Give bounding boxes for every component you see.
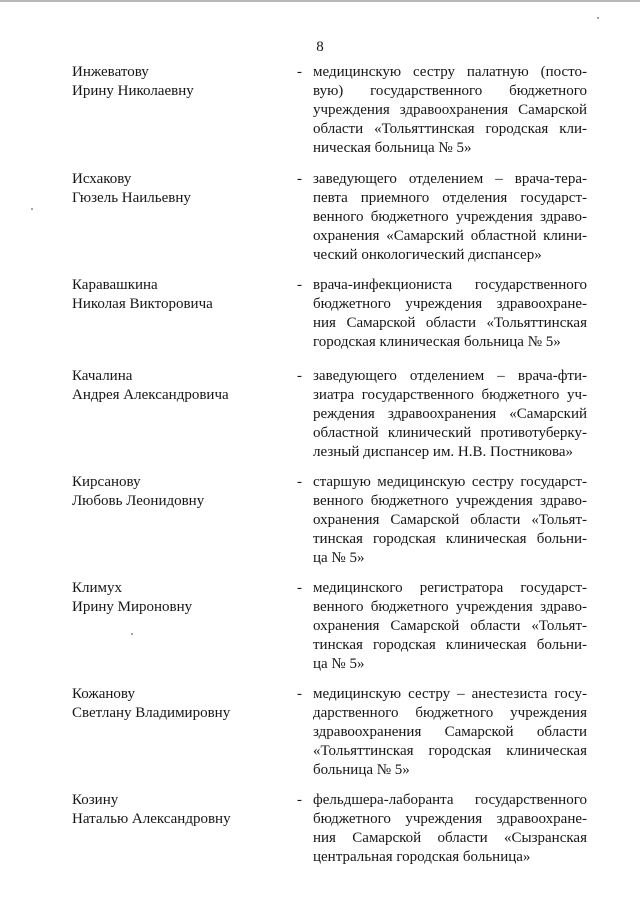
- position-line: области «Тольяттинская городская кли-: [313, 121, 587, 137]
- position-description: [313, 63, 587, 158]
- entry-dash: -: [297, 171, 302, 187]
- position-line: венного бюджетного учреждения здраво-: [313, 599, 587, 615]
- person-name-line: Гюзель Наильевну: [72, 190, 191, 206]
- position-line: медицинскую сестру – анестезиста госу-: [313, 686, 587, 702]
- position-line: центральная городская больница»: [313, 849, 531, 865]
- person-name-line: Кожанову: [72, 686, 136, 702]
- person-name: [72, 367, 282, 405]
- position-line: бюджетного учреждения здравоохране-: [313, 296, 587, 312]
- position-line: дарственного бюджетного учреждения: [313, 705, 587, 721]
- person-name-line: Кирсанову: [72, 474, 141, 490]
- entry-dash: -: [297, 64, 302, 80]
- person-name: [72, 170, 282, 208]
- position-line: реждения здравоохранения «Самарский: [313, 406, 587, 422]
- entry-dash: -: [297, 474, 302, 490]
- position-line: бюджетного учреждения здравоохране-: [313, 811, 587, 827]
- scan-top-edge: [0, 0, 640, 2]
- position-description: [313, 276, 587, 352]
- person-name-line: Качалина: [72, 368, 133, 384]
- position-line: охранения Самарской области «Тольят-: [313, 512, 587, 528]
- position-line: охранения «Самарский областной клини-: [313, 228, 587, 244]
- position-line: фельдшера-лаборанта государственного: [313, 792, 587, 808]
- page-number: 8: [316, 39, 324, 55]
- position-line: областной клинический противотуберку-: [313, 425, 587, 441]
- position-line: больница № 5»: [313, 762, 410, 778]
- position-line: певта приемного отделения государст-: [313, 190, 587, 206]
- scan-speck: [597, 17, 599, 19]
- position-line: тинская городская клиническая больни-: [313, 637, 587, 653]
- position-description: [313, 473, 587, 568]
- person-name-line: Каравашкина: [72, 277, 158, 293]
- person-name-line: Козину: [72, 792, 119, 808]
- position-line: городская клиническая больница № 5»: [313, 334, 561, 350]
- person-name-line: Климух: [72, 580, 123, 596]
- position-line: врача-инфекциониста государственного: [313, 277, 587, 293]
- position-line: вую) государственного бюджетного: [313, 83, 587, 99]
- person-name: [72, 685, 282, 723]
- position-description: [313, 791, 587, 867]
- position-description: [313, 170, 587, 265]
- entry-dash: -: [297, 792, 302, 808]
- position-line: заведующего отделением – врача-фти-: [313, 368, 587, 384]
- person-name-line: Ирину Мироновну: [72, 599, 193, 615]
- position-line: медицинскую сестру палатную (посто-: [313, 64, 587, 80]
- position-line: учреждения здравоохранения Самарской: [313, 102, 587, 118]
- position-line: ческий онкологический диспансер»: [313, 247, 542, 263]
- person-name-line: Исхакову: [72, 171, 132, 187]
- scan-speck: [31, 208, 33, 210]
- entry-dash: -: [297, 277, 302, 293]
- person-name: [72, 473, 282, 511]
- scan-speck: [131, 633, 133, 635]
- entry-dash: -: [297, 580, 302, 596]
- person-name-line: Любовь Леонидовну: [72, 493, 205, 509]
- entry-dash: -: [297, 686, 302, 702]
- position-line: венного бюджетного учреждения здраво-: [313, 209, 587, 225]
- position-line: медицинского регистратора государст-: [313, 580, 587, 596]
- position-description: [313, 367, 587, 462]
- position-line: старшую медицинскую сестру государст-: [313, 474, 587, 490]
- person-name: [72, 579, 282, 617]
- position-line: заведующего отделением – врача-тера-: [313, 171, 587, 187]
- position-description: [313, 685, 587, 780]
- position-line: ния Самарской области «Тольяттинская: [313, 315, 587, 331]
- person-name-line: Светлану Владимировну: [72, 705, 231, 721]
- person-name-line: Наталью Александровну: [72, 811, 231, 827]
- entry-dash: -: [297, 368, 302, 384]
- position-line: ца № 5»: [313, 550, 365, 566]
- position-line: ца № 5»: [313, 656, 365, 672]
- person-name: [72, 63, 282, 101]
- person-name-line: Инжеватову: [72, 64, 149, 80]
- person-name: [72, 276, 282, 314]
- position-line: зиатра государственного бюджетного уч-: [313, 387, 587, 403]
- position-line: здравоохранения Самарской области: [313, 724, 587, 740]
- person-name-line: Андрея Александровича: [72, 387, 229, 403]
- person-name-line: Николая Викторовича: [72, 296, 213, 312]
- position-line: охранения Самарской области «Тольят-: [313, 618, 587, 634]
- position-line: венного бюджетного учреждения здраво-: [313, 493, 587, 509]
- person-name-line: Ирину Николаевну: [72, 83, 194, 99]
- position-line: лезный диспансер им. Н.В. Постникова»: [313, 444, 574, 460]
- position-line: ния Самарской области «Сызранская: [313, 830, 587, 846]
- position-line: ническая больница № 5»: [313, 140, 472, 156]
- person-name: [72, 791, 282, 829]
- position-line: тинская городская клиническая больни-: [313, 531, 587, 547]
- position-description: [313, 579, 587, 674]
- position-line: «Тольяттинская городская клиническая: [313, 743, 587, 759]
